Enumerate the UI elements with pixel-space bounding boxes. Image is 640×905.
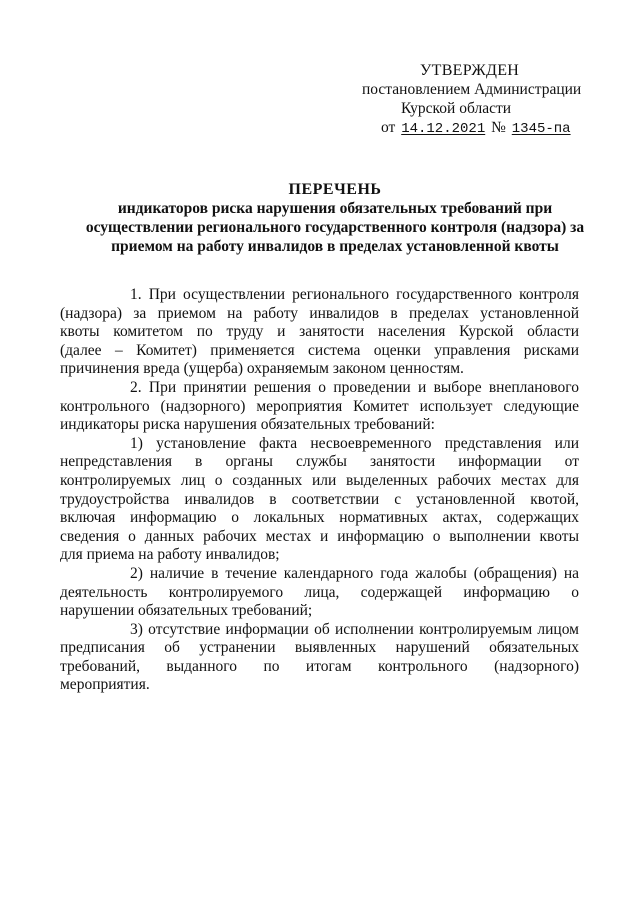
title-heading: ПЕРЕЧЕНЬ xyxy=(288,181,382,198)
document-body xyxy=(60,286,579,695)
body-line: трудоустройства инвалидов в соответствии с установленной квотой, xyxy=(60,490,579,508)
body-line: (далее – Комитет) применяется система оценки управления рисками xyxy=(60,341,579,359)
body-line: предписания об устранении выявленных нарушений обязательных xyxy=(60,639,579,657)
body-line: контролируемых лиц о созданных или выделенных рабочих местах для xyxy=(60,471,579,489)
approval-date-line xyxy=(354,118,584,139)
body-line: 1) установление факта несвоевременного представления или xyxy=(130,434,579,452)
approval-number: 1345-па xyxy=(511,121,571,137)
body-line: включая информацию о локальных нормативных актах, содержащих xyxy=(60,509,579,527)
body-line: сведения о данных рабочих местах и информацию о выполнении квоты xyxy=(60,527,579,545)
title-subtitle-line: индикаторов риска нарушения обязательных требований при xyxy=(117,200,553,217)
body-line: деятельность контролируемого лица, содержащей информацию о xyxy=(60,583,579,601)
body-line: квоты комитетом по труду и занятости населения Курской области xyxy=(60,323,579,341)
body-line: (надзора) за приемом на работу инвалидов в пределах установленной xyxy=(60,304,579,322)
title-subtitle-line: приемом на работу инвалидов в пределах установленной квоты xyxy=(111,238,559,255)
document-title xyxy=(60,180,610,256)
body-line: 1. При осуществлении регионального государственного контроля xyxy=(130,286,579,303)
body-line: 2) наличие в течение календарного года жалобы (обращения) на xyxy=(130,564,579,582)
approval-status: УТВЕРЖДЕН xyxy=(420,62,520,79)
body-line: нарушении обязательных требований; xyxy=(60,602,313,620)
approval-stamp xyxy=(354,61,584,139)
body-line: 3) отсутствие информации об исполнении контролируемым лицом xyxy=(130,620,579,638)
number-prefix: № xyxy=(491,119,506,136)
approval-date: 14.12.2021 xyxy=(401,121,486,137)
approval-region: Курской области xyxy=(401,100,512,117)
body-line: 2. При принятии решения о проведении и выборе внепланового xyxy=(130,378,579,396)
body-line: требований, выданного по итогам контрольного (надзорного) xyxy=(60,657,579,675)
body-line: для приема на работу инвалидов; xyxy=(60,546,280,564)
body-line: мероприятия. xyxy=(60,676,150,694)
title-subtitle-line: осуществлении регионального государственного контроля (надзора) за xyxy=(85,219,585,236)
body-line: причинения вреда (ущерба) охраняемым законом ценностям. xyxy=(60,360,464,378)
date-prefix: от xyxy=(381,119,396,136)
body-line: непредставления в органы службы занятости информации от xyxy=(60,453,579,471)
approval-by-line: постановлением Администрации xyxy=(362,81,582,98)
body-line: индикаторы риска нарушения обязательных требований: xyxy=(60,416,435,434)
body-line: контрольного (надзорного) мероприятия Комитет использует следующие xyxy=(60,397,579,415)
